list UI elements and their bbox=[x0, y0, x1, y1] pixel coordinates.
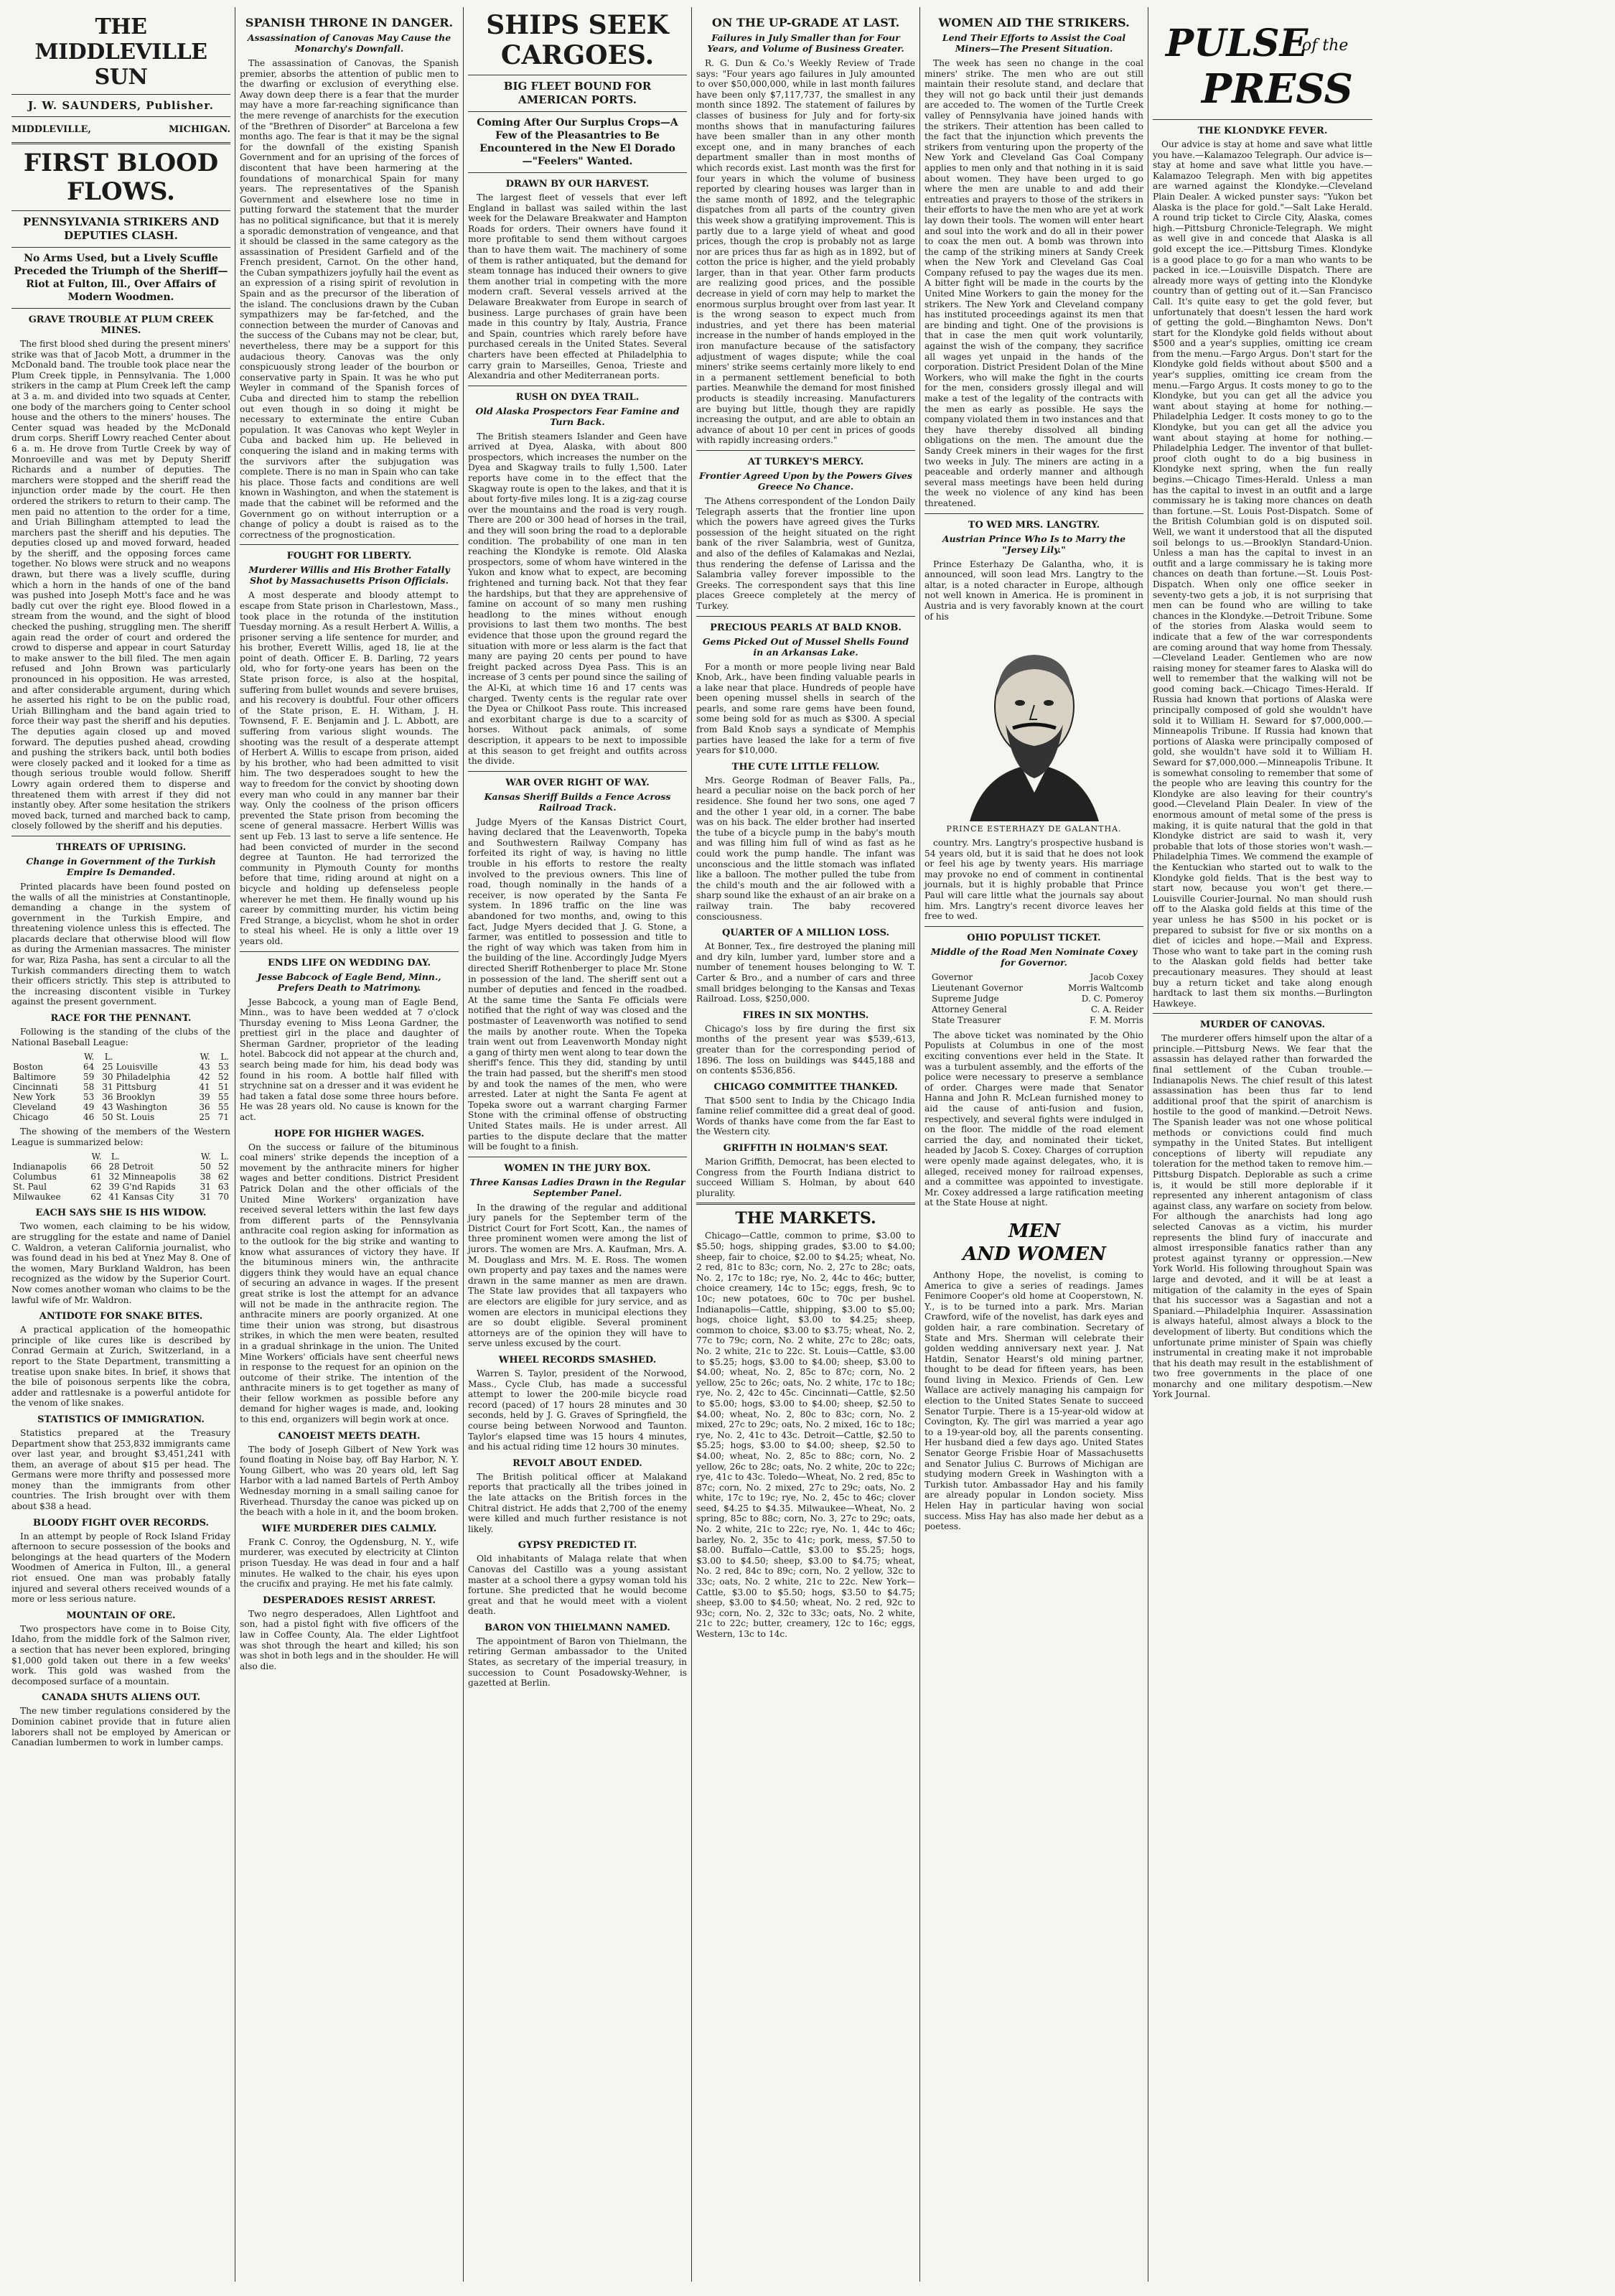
subheading: Frontier Agreed Upon by the Powers Gives Greece No Chance. bbox=[699, 470, 912, 492]
article-paragraph: Chicago's loss by fire during the first six months of the present year was $539,-613, greater than for the corresponding period of 1896. The loss on buildings was $445,188 and on contents $536,856. bbox=[696, 1023, 915, 1076]
table-cell: 50 bbox=[200, 1162, 211, 1172]
table-header-cell: W. bbox=[200, 1152, 211, 1162]
table-cell: 31 bbox=[102, 1082, 113, 1093]
table-header-cell: W. bbox=[84, 1052, 95, 1063]
logo-word-of-the: of the bbox=[1302, 37, 1349, 55]
table-cell: 49 bbox=[83, 1102, 95, 1113]
ticket-list bbox=[932, 972, 1143, 1026]
table-cell: 62 bbox=[217, 1172, 229, 1182]
national-league-standings bbox=[11, 1052, 230, 1122]
table-row bbox=[11, 1112, 230, 1122]
table-cell: 25 bbox=[102, 1062, 113, 1073]
section-heading: REVOLT ABOUT ENDED. bbox=[512, 1457, 642, 1469]
table-row bbox=[11, 1172, 230, 1182]
section-heading: MOUNTAIN OF ORE. bbox=[66, 1610, 176, 1621]
section-heading: BLOODY FIGHT OVER RECORDS. bbox=[32, 1517, 210, 1529]
table-cell: 53 bbox=[83, 1092, 95, 1103]
section-heading: GRIFFITH IN HOLMAN'S SEAT. bbox=[723, 1143, 889, 1154]
section-heading: WOMEN IN THE JURY BOX. bbox=[504, 1162, 651, 1174]
article-paragraph: Marion Griffith, Democrat, has been elected to Congress from the Fourth Indiana district to succeed William S. Holman, by about 640 plurality. bbox=[696, 1157, 915, 1198]
table-cell: 43 bbox=[199, 1062, 210, 1073]
table-cell: 55 bbox=[217, 1092, 229, 1103]
section-heading: CANADA SHUTS ALIENS OUT. bbox=[41, 1692, 201, 1704]
ticket-candidate: Jacob Coxey bbox=[1090, 971, 1143, 982]
ticket-office: State Treasurer bbox=[932, 1014, 1001, 1025]
section-heading: OHIO POPULIST TICKET. bbox=[967, 932, 1101, 943]
table-row bbox=[11, 1102, 230, 1112]
dateline bbox=[11, 121, 230, 138]
table-cell: G'nd Rapids bbox=[122, 1182, 176, 1193]
section-heading: WIFE MURDERER DIES CALMLY. bbox=[261, 1523, 437, 1534]
markets-report: Chicago—Cattle, common to prime, $3.00 to $5.50; hogs, shipping grades, $3.00 to $4.00; sheep, fair to choice, $2.00 to $4.25; wheat, No. 2 red, 81c to 83c; corn, No. 2, 27c to 28c; oats, No. 2, 17c to 18c; rye, No. 2, 44c to 46c; butter, choice creamery, 14c to 15c; eggs, fresh, 9c to 10c; new potatoes, 60c to 70c per bushel. Indianapolis—Cattle, shipping, $3.00 to $5.00; hogs, choice light, $3.00 to $4.25; sheep, common to choice, $3.00 to $3.75; wheat, No. 2, 77c to 79c; corn, No. 2 white, 27c to 28c; oats, No. 2 white, 21c to 22c. St. Louis—Cattle, $3.00 to $5.25; hogs, $3.00 to $4.00; sheep, $3.00 to $4.00; wheat, No. 2, 85c to 87c; corn, No. 2 yellow, 25c to 26c; oats, No. 2 white, 17c to 18c; rye, No. 2, 42c to 45c. Cincinnati—Cattle, $2.50 to $5.00; hogs, $3.00 to $4.00; sheep, $2.50 to $4.00; wheat, No. 2, 80c to 83c; corn, No. 2 mixed, 27c to 29c; oats, No. 2 mixed, 16c to 18c; rye, No. 2, 41c to 43c. Detroit—Cattle, $2.50 to $5.25; hogs, $3.00 to $4.00; sheep, $2.50 to $4.00; wheat, No. 2, 85c to 88c; corn, No. 2 yellow, 26c to 28c; oats, No. 2 white, 20c to 22c; rye, 41c to 43c. Toledo—Wheat, No. 2 red, 85c to 87c; corn, No. 2 mixed, 27c to 29c; oats, No. 2 white, 17c to 19c; rye, No. 2, 45c to 46c; clover seed, $4.25 to $4.35. Milwaukee—Wheat, No. 2 spring, 85c to 88c; corn, No. 3, 27c to 29c; oats, No. 2 white, 21c to 22c; rye, No. 1, 44c to 46c; barley, No. 2, 35c to 41c; pork, mess, $7.50 to $8.00. Buffalo—Cattle, $3.00 to $5.25; hogs, $3.00 to $4.50; sheep, $3.00 to $4.75; wheat, No. 2 red, 84c to 89c; corn, No. 2 yellow, 32c to 33c; oats, No. 2 white, 21c to 22c. New York—Cattle, $3.00 to $5.50; hogs, $3.50 to $4.75; sheep, $3.00 to $4.50; wheat, No. 2 red, 92c to 93c; corn, No. 2, 32c to 33c; oats, No. 2 white, 21c to 22c; butter, creamery, 12c to 16c; eggs, Western, 13c to 14c. bbox=[696, 1231, 915, 1639]
headline-spanish-throne: SPANISH THRONE IN DANGER. bbox=[245, 16, 454, 29]
article-paragraph: That $500 sent to India by the Chicago India famine relief committee did a great deal of good. Words of thanks have come from the far East to the Western city. bbox=[696, 1095, 915, 1137]
article-paragraph: Statistics prepared at the Treasury Department show that 253,832 immigrants came over last year, and brought $3,451,241 with them, an average of about $15 per head. The Germans were more thrifty and possessed more money than the immigrants from other countries. The Irish brought over with them about $38 a head. bbox=[11, 1427, 230, 1512]
ticket-row bbox=[932, 1015, 1143, 1026]
table-cell: 52 bbox=[217, 1072, 229, 1083]
table-cell: 25 bbox=[199, 1112, 210, 1123]
subheading: Kansas Sheriff Builds a Fence Across Railroad Track. bbox=[484, 790, 671, 813]
table-cell: 39 bbox=[108, 1182, 120, 1193]
ticket-office: Governor bbox=[932, 971, 973, 982]
subdeck-first-blood: No Arms Used, but a Lively Scuffle Preceded the Triumph of the Sheriff—Riot at Fulton, Ill., Over Affairs of Modern Woodmen. bbox=[14, 253, 228, 303]
article-paragraph: Two women, each claiming to be his widow, are struggling for the estate and name of Daniel C. Waldron, a veteran California journalist, who was found dead in his bed at Ynez May 8. One of the women, Mary Burkland Waldron, has been recognized as the widow by the Superior Court. Now comes another woman who claims to be the lawful wife of Mr. Waldron. bbox=[11, 1221, 230, 1305]
ticket-candidate: D. C. Pomeroy bbox=[1081, 993, 1143, 1004]
ticket-row bbox=[932, 972, 1143, 983]
article-paragraph: country. Mrs. Langtry's prospective husband is 54 years old, but it is said that he does not look or feel his age by twenty years. His marriage may provoke no end of comment in continental journals, but it is highly probable that Prince Paul will care little what the journals say about him. Mrs. Langtry's recent divorce leaves her free to wed. bbox=[924, 838, 1143, 922]
section-heading: ENDS LIFE ON WEDDING DAY. bbox=[267, 957, 431, 969]
subheading: Austrian Prince Who Is to Marry the "Jersey Lily." bbox=[942, 533, 1126, 555]
table-cell: 31 bbox=[200, 1192, 211, 1203]
subheading: Change in Government of the Turkish Empire Is Demanded. bbox=[26, 855, 216, 877]
section-heading: CANOEIST MEETS DEATH. bbox=[278, 1430, 421, 1442]
table-cell: New York bbox=[13, 1092, 55, 1103]
pulse-of-the-press-logo bbox=[1158, 13, 1367, 113]
section-heading: GRAVE TROUBLE AT PLUM CREEK MINES. bbox=[28, 314, 214, 336]
table-cell: 41 bbox=[108, 1192, 120, 1203]
subheading: Three Kansas Ladies Drawn in the Regular September Panel. bbox=[469, 1176, 685, 1198]
table-row bbox=[11, 1182, 230, 1192]
section-heading: ANTIDOTE FOR SNAKE BITES. bbox=[39, 1311, 203, 1322]
article-paragraph: Anthony Hope, the novelist, is coming to America to give a series of readings. James Fenimore Cooper's old home at Cooperstown, N. Y., is to be turned into a park. Mrs. Marian Crawford, wife of the novelist, has dark eyes and golden hair, a rare combination. Secretary of State and Mrs. Sherman will celebrate their golden wedding anniversary next year. J. Nat Hatdin, Senator Hearst's old mining partner, thought to be dead for fifteen years, has been found living in Mexico. Friends of Gen. Lew Wallace are actively managing his campaign for election to the United States Senate to succeed Senator Turpie. There is a 15-year-old widow at Covington, Ky. The girl was married a year ago to a 19-year-old boy, all the parents consenting. Her husband died a few days ago. United States Senator George Frisbie Hoar of Massachusetts and Senator Julius C. Burrows of Michigan are studying modern Greek in Washington with a Turkish tutor. Ambassador Hay and his family are already popular in London society. Miss Helen Hay in particular having won social success. Miss Hay has also made her debut as a poetess. bbox=[924, 1269, 1143, 1532]
deck-ships: BIG FLEET BOUND FOR AMERICAN PORTS. bbox=[503, 80, 652, 106]
table-header-cell: W. bbox=[200, 1052, 210, 1063]
table-cell: Brooklyn bbox=[116, 1092, 156, 1103]
table-cell: Cleveland bbox=[13, 1102, 57, 1113]
subheading: Jesse Babcock of Eagle Bend, Minn., Prefers Death to Matrimony. bbox=[257, 971, 441, 993]
article-paragraph: The British political officer at Malakand reports that practically all the tribes joined in the late attacks on the British forces in the Chitral district. He adds that 2,700 of the enemy were killed and much further resistance is not likely. bbox=[468, 1471, 687, 1534]
table-cell: 46 bbox=[83, 1112, 95, 1123]
ticket-office: Supreme Judge bbox=[932, 993, 999, 1004]
table-cell: Cincinnati bbox=[13, 1082, 58, 1093]
section-heading: TO WED MRS. LANGTRY. bbox=[968, 519, 1100, 531]
table-row bbox=[11, 1072, 230, 1082]
table-row bbox=[11, 1162, 230, 1172]
publisher-line: J. W. SAUNDERS, Publisher. bbox=[28, 99, 214, 112]
table-cell: Milwaukee bbox=[13, 1192, 61, 1203]
article-paragraph: The above ticket was nominated by the Ohio Populists at Columbus in one of the most exciting conventions ever held in the State. It was a turbulent assembly, and the efforts of the police were necessary to preserve a semblance of order. Charges were made that Senator Hanna and John R. McLean furnished money to aid the cause of anti-fusion and fusion, respectively, and several fights were indulged in on the floor. The middle of the road element carried the day, and nominated their ticket, headed by Jacob S. Coxey. Charges of corruption were openly made against delegates, who, it is alleged, received money for railroad expenses, and a committee was appointed to investigate. Mr. Coxey addressed a large ratification meeting at the State House at night. bbox=[924, 1030, 1143, 1208]
section-heading: MURDER OF CANOVAS. bbox=[1199, 1019, 1326, 1031]
table-row bbox=[11, 1192, 230, 1202]
logo-word-pulse: PULSE bbox=[1166, 22, 1309, 65]
article-paragraph: Old inhabitants of Malaga relate that when Canovas del Castillo was a young assistant master at a school there a gypsy woman told his fortune. She predicted that he would become great and that he would meet with a violent death. bbox=[468, 1554, 687, 1617]
table-row bbox=[11, 1062, 230, 1072]
section-heading: RUSH ON DYEA TRAIL. bbox=[515, 391, 640, 403]
subheading: Lend Their Efforts to Assist the Coal Miners—The Present Situation. bbox=[942, 32, 1126, 54]
article-paragraph: The appointment of Baron von Thielmann, the retiring German ambassador to the United States, as secretary of the imperial treasury, in succession to Count Posadowsky-Wehner, is gazetted at Berlin. bbox=[468, 1635, 687, 1689]
subheading: Murderer Willis and His Brother Fatally Shot by Massachusetts Prison Officials. bbox=[248, 564, 450, 587]
section-heading: AT TURKEY'S MERCY. bbox=[747, 456, 864, 467]
headline-up-grade: ON THE UP-GRADE AT LAST. bbox=[711, 16, 900, 29]
table-cell: 64 bbox=[83, 1062, 95, 1073]
table-cell: Columbus bbox=[13, 1172, 57, 1182]
ticket-row bbox=[932, 994, 1143, 1004]
table-row bbox=[11, 1082, 230, 1092]
section-heading: FOUGHT FOR LIBERTY. bbox=[286, 551, 412, 562]
table-cell: 51 bbox=[217, 1082, 229, 1093]
column-4 bbox=[692, 7, 920, 2282]
table-header-cell: L. bbox=[220, 1152, 229, 1162]
table-cell: 39 bbox=[199, 1092, 210, 1103]
subheading: Old Alaska Prospectors Fear Famine and Turn Back. bbox=[475, 405, 680, 427]
ticket-candidate: Morris Waltcomb bbox=[1068, 982, 1143, 993]
column-5 bbox=[920, 7, 1148, 2282]
table-cell: 71 bbox=[217, 1112, 229, 1123]
table-header-cell bbox=[11, 1052, 77, 1062]
article-paragraph: The murderer offers himself upon the altar of a principle.—Pittsburg News. We fear that the assassin has delayed rather than forwarded the final settlement of the Cuban trouble.—Indianapolis News. The chief result of this latest assassination has been thus far to lend additional proof that the spirit of anarchism is hostile to the good of mankind.—Detroit News. The Spanish leader was not one whose political methods or convictions could find much sympathy in the United States. But intelligent conceptions of liberty will repudiate any toleration for the method taken to remove him.—Pittsburg Dispatch. Deplorable as such a crime is, it would be still more deplorable if it represented any inherent antagonism of class against class, any warfare on society from below. For although the anarchists had long ago selected Canovas as a victim, his murder represents the blind fury of inaccurate and almost irresponsible fanatics rather than any protest against tyranny or oppression.—New York World. His following throughout Spain was large and devoted, and it will be at least a mitigation of the calamity in the eyes of Spain that his successor was a Sagastian and not a Spaniard.—Philadelphia Inquirer. Assassination is always hateful, almost always a block to the development of liberty. But conditions which the unfortunate prime minister of Spain was chiefly instrumental in creating make it not improbable that his death may result in the establishment of two free governments in the place of one monarchy and one military despotism.—New York Journal. bbox=[1153, 1033, 1372, 1400]
table-cell: 59 bbox=[83, 1072, 95, 1083]
article-paragraph: For a month or more people living near Bald Knob, Ark., have been finding valuable pearls in a lake near that place. Hundreds of people have been opening mussel shells in search of the pearls, and some rare gems have been found, some being sold for as much as $300. A special from Bald Knob says a syndicate of Memphis parties have leased the lake for a term of five years for $10,000. bbox=[696, 661, 915, 756]
table-cell: 30 bbox=[102, 1072, 113, 1083]
men-and-women-logo bbox=[955, 1214, 1113, 1264]
table-cell: 36 bbox=[199, 1102, 210, 1113]
table-cell: 61 bbox=[90, 1172, 102, 1182]
section-heading: STATISTICS OF IMMIGRATION. bbox=[37, 1414, 205, 1425]
section-heading: THREATS OF UPRISING. bbox=[55, 841, 187, 853]
table-cell: 70 bbox=[217, 1192, 229, 1203]
ticket-candidate: F. M. Morris bbox=[1090, 1014, 1143, 1025]
article-paragraph: Our advice is stay at home and save what little you have.—Kalamazoo Telegraph. Our advice is—stay at home and save what little you have.—Kalamazoo Telegraph. Men with big appetites are warned against the Klondyke.—Cleveland Plain Dealer. A wicked punster says: "Yukon bet Alaska is the place for gold."—Salt Lake Herald. A round trip ticket to Circle City, Alaska, comes high.—Pittsburg Chronicle-Telegraph. We might as well give in and concede that Alaska is all gold except the ice.—Pittsburg Times. Klondyke is a good place to go for a man who wants to be packed in ice.—Louisville Dispatch. There are already more ways of getting into the Klondyke country than of getting out of it.—San Francisco Call. It's quite easy to get the gold fever, but unfortunately that doesn't lessen the hard work of getting the gold.—Binghamton News. Don't start for the Klondyke gold fields without about $500 and a year's supplies, omitting ice cream from the menu.—Fargo Argus. Don't start for the Klondyke gold fields without about $500 and a year's supplies, omitting ice cream from the menu.—Fargo Argus. It costs money to go to the Klondyke, but you can get all the advice you want about staying at home for nothing.—Philadelphia Ledger. It costs money to go to the Klondyke, but you can get all the advice you want about staying at home for nothing.—Philadelphia Ledger. The inventor of that bullet-proof cloth ought to do a big business in Klondyke next spring, when the fun really begins.—Chicago Times-Herald. Unless a man has the capital to invest in an outfit and a large commissary he is taking more chances on death than fortune.—St. Louis Post-Dispatch. Some of the British Columbian gold is on disputed soil. Well, we want it understood that all the disputed soil belongs to us.—Brooklyn Standard-Union. Unless a man has the capital to invest in an outfit and a large commissary he is taking more chances on death than fortune.—St. Louis Post-Dispatch. When only one office seeker in seventy-two gets a job, it is not surprising that men can be found who are willing to take chances in the Klondyke.—Detroit Tribune. Some of the stories from Alaska would seem to indicate that a few of the war correspondents are coming around that way home from Thessaly.—Cleveland Leader. Gentlemen who are now raising money for steamer fares to Alaska will do well to remember that the walking will not be good coming back.—Chicago Times-Herald. If Russia had known that portions of Alaska were principally composed of gold she wouldn't have sold it to William H. Seward for $7,000,000.—Minneapolis Tribune. If Russia had known that portions of Alaska were principally composed of gold, she wouldn't have sold it to William H. Seward for $7,000,000.—Minneapolis Tribune. It is somewhat consoling to remember that some of the people who are leaving this country for the Klondyke are also leaving for their country's good.—Cleveland Plain Dealer. In view of the enormous amount of metal some of the press is making, it is quite natural that the gold in that Klondyke district are said to wash it, very probable that lots of those stories won't wash.—Philadelphia Times. We commend the example of the Kentuckian who started out to walk to the Klondyke gold fields. That is the best way to start now, because you won't get there.—Louisville Courier-Journal. No man should rush off to the Alaska gold fields at this time of the year unless he has $500 in his pocket or is prepared to subsist for five or six months on a diet of icicles and hope.—Mail and Express. Those who want to take part in the coming rush to the Alaskan gold fields had better take precautionary measures. They should at least buy a return ticket and take along enough hardtack to last them six months.—Burlington Hawkeye. bbox=[1153, 139, 1372, 1009]
article-paragraph: A most desperate and bloody attempt to escape from State prison in Charlestown, Mass., took place in the rotunda of the institution Tuesday morning. As a result Herbert A. Willis, a prisoner serving a life sentence for murder, and his brother, Everett Willis, aged 18, lie at the point of death. Officer E. B. Darling, 72 years old, who for forty-one years has been on the State prison force, is also at the hospital, suffering from bullet wounds and severe bruises, and his recovery is doubtful. Four other officers of the State prison, E. H. Witham, J. H. Townsend, F. E. Benjamin and J. L. Abbott, are suffering from various slight wounds. The shooting was the result of a desperate attempt of Herbert A. Willis to escape from prison, aided by his brother, who had been admitted to visit him. The two desperadoes sought to hew the way to freedom for the convict by shooting down every man who could in any manner bar their way. Only the coolness of the prison officers prevented the State prison from becoming the scene of general massacre. Herbert Willis was sent up Feb. 13 last to serve a life sentence. He had been convicted of murder in the second degree at Taunton. He had terrorized the community in Plymouth County for months before that time, riding around at night on a bicycle and holding up defenseless people wherever he met them. He finally wound up his career by committing murder, his victim being Fred Strange, a bicyclist, whom he shot in order to steal his wheel. He is only a little over 19 years old. bbox=[240, 590, 459, 946]
table-cell: Detroit bbox=[122, 1162, 154, 1172]
table-cell: Indianapolis bbox=[13, 1162, 67, 1172]
deck-first-blood: PENNSYLVANIA STRIKERS AND DEPUTIES CLASH. bbox=[23, 215, 219, 242]
article-paragraph: The assassination of Canovas, the Spanish premier, absorbs the attention of public men to the dwarfing or exclusion of everything else. Away down deep there is a fear that the murder may have a more far-reaching significance than the mere revenge of anarchists for the execution of the "Brethren of Disorder" at Barcelona a few months ago. The fear is that it may be the signal for the downfall of the existing Spanish Government and for an uprising of the forces of discontent that have been harmering at the foundations of monarchical Spain for many years. The representatives of the Spanish Government and elsewhere lose no time in putting forward the statement that the murder has no political significance, but that it is merely a sporadic demonstration of vengeance, and that it should be classed in the same category as the assassination of President Garfield and of the French president, Carnot. On the other hand, the Cuban sympathizers joyfully hail the event as an expression of a rising spirit of revolution in Spain and as the precursor of the liberation of the island. The conclusions drawn by the Cuban sympathizers may be far-fetched, and the connection between the murder of Canovas and the success of the Cubans may not be clear, but, nevertheless, there may be a support for this audacious theory. Canovas was the only conspicuously strong leader of the bourbon or conservative party in Spain. It was he who put Weyler in command of the Spanish forces of Cuba and directed him to stamp the rebellion out even though in so doing it might be necessary to exterminate the entire Cuban population. It was Canovas who kept Weyler in Cuba and backed him up. He believed in conquering the island and in making terms with the survivors after the subjugation was complete. There is no man in Spain who can take his place. Those facts and conditions are well known in Washington, and when the statement is made that the cabinet will be reformed and the Government go on without interruption or a change of policy a doubt is raised as to the correctness of the prognostication. bbox=[240, 58, 459, 540]
table-cell: 28 bbox=[108, 1162, 120, 1172]
table-header-cell: W. bbox=[91, 1152, 102, 1162]
ticket-row bbox=[932, 983, 1143, 994]
newspaper-page bbox=[7, 7, 1608, 2282]
table-cell: 32 bbox=[108, 1172, 120, 1182]
ticket-office: Attorney General bbox=[932, 1004, 1007, 1014]
article-paragraph: The largest fleet of vessels that ever left England in ballast was sailed within the last week for the Delaware Breakwater and Hampton Roads for orders. Their owners have found it more profitable to send them without cargoes than to have them wait. The machinery of some of them is rather antiquated, but the demand for steam tonnage has induced their owners to give them another trial in competing with the more modern craft. Several vessels arrived at the Delaware Breakwater from Europe in search of business. Large purchases of grain have been made in this country by Italy, Austria, France and Spain, countries which rarely before have purchased cereals in the United States. Several charters have been effected at Philadelphia to carry grain to Marseilles, Genoa, Trieste and Alexandria and other Mediterranean ports. bbox=[468, 192, 687, 381]
svg-text:MEN: MEN bbox=[1008, 1220, 1060, 1242]
table-cell: Louisville bbox=[116, 1062, 158, 1073]
ticket-office: Lieutenant Governor bbox=[932, 982, 1023, 993]
western-league-header-row bbox=[11, 1152, 230, 1162]
table-cell: Minneapolis bbox=[122, 1172, 177, 1182]
table-header-cell: L. bbox=[111, 1152, 120, 1162]
section-heading: HOPE FOR HIGHER WAGES. bbox=[273, 1128, 424, 1139]
table-cell: 36 bbox=[102, 1092, 113, 1103]
table-cell: St. Paul bbox=[13, 1182, 47, 1193]
table-header-cell bbox=[11, 1152, 85, 1162]
table-cell: 52 bbox=[217, 1162, 229, 1172]
table-cell: 58 bbox=[83, 1082, 95, 1093]
article-paragraph: Prince Esterhazy De Galantha, who, it is announced, will soon lead Mrs. Langtry to the altar, is a noted character in Europe, although not well known in America. He is prominent in Austria and is very favorably known at the court of his bbox=[924, 559, 1143, 622]
article-paragraph: Two prospectors have come in to Boise City, Idaho, from the middle fork of the Salmon river, a section that has never been explored, bringing $1,000 gold taken out there in a few weeks' work. This gold was washed from the decomposed surface of a mountain. bbox=[11, 1623, 230, 1686]
subheading: Gems Picked Out of Mussel Shells Found in an Arkansas Lake. bbox=[702, 635, 909, 658]
section-heading: WAR OVER RIGHT OF WAY. bbox=[505, 777, 650, 788]
headline-women-aid: WOMEN AID THE STRIKERS. bbox=[938, 16, 1130, 29]
table-header-cell: L. bbox=[220, 1052, 229, 1063]
table-cell: 55 bbox=[217, 1102, 229, 1113]
article-paragraph: Two negro desperadoes, Allen Lightfoot and son, had a pistol fight with five officers of the law in Coffee County, Ala. The elder Lightfoot was shot through the heart and killed; his son was shot in both legs and in the shoulder. He will also die. bbox=[240, 1608, 459, 1671]
subheading: Failures in July Smaller than for Four Years, and Volume of Business Greater. bbox=[707, 32, 904, 54]
svg-text:AND WOMEN: AND WOMEN bbox=[962, 1243, 1106, 1264]
masthead-title: THE MIDDLEVILLE SUN bbox=[34, 14, 207, 90]
section-heading: WHEEL RECORDS SMASHED. bbox=[498, 1355, 657, 1366]
article-paragraph: The British steamers Islander and Geen have arrived at Dyea, Alaska, with about 800 prospectors, which increases the number on the Dyea and Skagway trails to fully 1,500. Later reports have come in to the effect that the Skagway route is open to the lakes, and that it is about forty-five miles long. It is a zig-zag course over the mountains and the road is very rough. There are 200 or 300 head of horses in the trail, and they will soon bring the road to a deplorable condition. The probability of one man in ten reaching the Klondyke is remote. Old Alaska prospectors, some of whom have wintered in the Yukon and know what to expect, are becoming frightened and turning back. Not that they fear the hardships, but that they are apprehensive of famine on account of so many men rushing headlong to the mines without enough provisions to last them two months. The best evidence that those upon the ground regard the situation with more or less alarm is the fact that many are paying 20 cents per pound to have freight packed across Dyea Pass. This is an increase of 3 cents per pound since the sailing of the Al-Ki, at which time 16 and 17 cents was charged. Twenty cents is the regular rate over the Dyea or Chilkoot Pass route. This increased and exorbitant charge is due to a scarcity of horses. Without pack animals, of some description, it appears to be next to impossible at this season to get freight and outfits across the divide. bbox=[468, 431, 687, 767]
article-paragraph: The body of Joseph Gilbert of New York was found floating in Noise bay, off Bay Harbor, N. Y. Young Gilbert, who was 20 years old, left Sag Harbor with a lad named Bartels of Perth Amboy Wednesday morning in a small sailing canoe for Riverhead. Thursday the canoe was picked up on the beach with a hole in it, and the boom broken. bbox=[240, 1444, 459, 1518]
section-heading: EACH SAYS SHE IS HIS WIDOW. bbox=[35, 1208, 207, 1219]
ticket-row bbox=[932, 1004, 1143, 1015]
article-paragraph: Frank C. Conroy, the Ogdensburg, N. Y., wife murderer, was executed by electricity at Clinton prison Tuesday. He was dead in four and a half minutes. He walked to the chair, his eyes upon the crucifix and praying. He met his fate calmly. bbox=[240, 1536, 459, 1590]
table-cell: 42 bbox=[199, 1072, 210, 1083]
portrait-engraving bbox=[941, 627, 1128, 821]
national-league-header-row bbox=[11, 1052, 230, 1062]
article-paragraph: Jesse Babcock, a young man of Eagle Bend, Minn., was to have been wedded at 7 o'clock Thursday evening to Miss Leona Gardner, the prettiest girl in the place and daughter of Sherman Gardner, proprietor of the leading hotel. Babcock did not appear at the church and, search being made for him, his dead body was found in his room. A bottle half filled with strychnine sat on a dresser and it was evident he had taken a fatal dose some three hours before. He was 28 years old. No cause is known for the act. bbox=[240, 997, 459, 1123]
column-3 bbox=[464, 7, 692, 2282]
column-2 bbox=[235, 7, 464, 2282]
logo-word-press: PRESS bbox=[1202, 65, 1353, 113]
table-cell: Chicago bbox=[13, 1112, 49, 1123]
section-heading: DRAWN BY OUR HARVEST. bbox=[505, 179, 650, 190]
headline-ships-seek-cargoes: SHIPS SEEK CARGOES. bbox=[486, 10, 669, 70]
subheading: Middle of the Road Men Nominate Coxey for Governor. bbox=[930, 946, 1138, 968]
table-cell: 41 bbox=[199, 1082, 210, 1093]
article-paragraph: The new timber regulations considered by the Dominion cabinet provide that in future alien laborers shall not be employed by American or Canadian lumbermen to work in lumber camps. bbox=[11, 1706, 230, 1748]
table-cell: 50 bbox=[102, 1112, 113, 1123]
article-paragraph: Mrs. George Rodman of Beaver Falls, Pa., heard a peculiar noise on the back porch of her residence. She found her two sons, one aged 7 and the other 1 year old, in a corner. The babe was on his back. The elder brother had inserted the tube of a bicycle pump in the baby's mouth and was filling him full of wind as fast as he could work the pump handle. The infant was unconscious and the little stomach was inflated like a balloon. The mother pulled the tube from the child's mouth and the air followed with a sharp sound like the exhaust of an air brake on a railway train. The baby recovered consciousness. bbox=[696, 775, 915, 922]
table-cell: Boston bbox=[13, 1062, 43, 1073]
table-header-cell bbox=[121, 1152, 195, 1162]
section-heading: DESPERADOES RESIST ARREST. bbox=[263, 1595, 436, 1606]
section-heading: GYPSY PREDICTED IT. bbox=[518, 1540, 637, 1551]
table-cell: 63 bbox=[217, 1182, 229, 1193]
article-paragraph: Following is the standing of the clubs of the National Baseball League: bbox=[11, 1027, 230, 1047]
subdeck-ships: Coming After Our Surplus Crops—A Few of the Pleasantries to Be Encountered in the New El Dorado—"Feelers" Wanted. bbox=[477, 117, 678, 167]
markets-heading: THE MARKETS. bbox=[735, 1209, 876, 1228]
subheading: Assassination of Canovas May Cause the Monarchy's Downfall. bbox=[247, 32, 451, 54]
article-paragraph: The showing of the members of the Western League is summarized below: bbox=[11, 1126, 230, 1147]
table-cell: Philadelphia bbox=[116, 1072, 171, 1083]
place-right: MICHIGAN. bbox=[169, 124, 230, 135]
table-cell: Pittsburg bbox=[116, 1082, 157, 1093]
place-left: MIDDLEVILLE, bbox=[11, 124, 91, 135]
table-header-cell bbox=[115, 1052, 193, 1062]
table-cell: St. Louis bbox=[116, 1112, 155, 1123]
article-paragraph: A practical application of the homeopathic principle of like cures like is described by Conrad Germain at Zurich, Switzerland, in a report to the State Department, transmitting a treatise upon snake bites. In brief, it shows that the bile of poisonous serpents like the cobra, adder and rattlesnake is a powerful antidote for the venom of like snakes. bbox=[11, 1325, 230, 1409]
table-cell: 53 bbox=[217, 1062, 229, 1073]
table-cell: 38 bbox=[200, 1172, 211, 1182]
table-cell: 62 bbox=[90, 1182, 102, 1193]
column-6 bbox=[1148, 7, 1377, 2282]
section-heading: BARON VON THIELMANN NAMED. bbox=[484, 1622, 670, 1633]
section-heading: THE CUTE LITTLE FELLOW. bbox=[731, 761, 880, 773]
section-heading: FIRES IN SIX MONTHS. bbox=[742, 1009, 869, 1021]
article-paragraph: R. G. Dun & Co.'s Weekly Review of Trade says: "Four years ago failures in July amounted to over $50,000,000, while in last month failures have been only $7,117,737, the smallest in any month since 1892. The statement of failures by classes of business for July and for forty-six months shows that in manufacturing failures have been smaller than in any other month except one, and in many branches of each department smaller than in most months of which records exist. Last month was the first for four years in which the volume of business reported by clearing houses was larger than in the same month of 1892, and the telegraphic dispatches from all parts of the country given this week show a gratifying improvement. This is partly due to a large yield of wheat and good prices, though the crop is probably not as large nor are prices thus far as high as in 1892, but of cotton the price is higher, and the yield probably larger, than in that year. Other farm products are realizing good prices, and the possible decrease in yield of corn may help to market the enormous surplus brought over from last year. It is the wrong season to expect much from industries, and yet there has been material increase in the number of hands employed in the iron manufacture because of the satisfactory adjustment of wages dispute; while the coal miners' strike seems certainly more likely to end in a permanent settlement beneficial to both parties. Meanwhile the demand for most finished products is steadily increasing. Manufacturers are buying but little, though they are rapidly increasing the output, and are able to obtain an advance of about 10 per cent in prices of goods with rapidly increasing orders." bbox=[696, 58, 915, 446]
table-cell: Kansas City bbox=[122, 1192, 174, 1203]
table-row bbox=[11, 1092, 230, 1102]
portrait-caption: PRINCE ESTERHAZY DE GALANTHA. bbox=[946, 824, 1122, 834]
table-cell: 66 bbox=[90, 1162, 102, 1172]
western-league-standings bbox=[11, 1152, 230, 1202]
table-cell: Baltimore bbox=[13, 1072, 56, 1083]
column-1 bbox=[7, 7, 235, 2282]
table-header-cell: L. bbox=[104, 1052, 113, 1063]
article-paragraph: The Athens correspondent of the London Daily Telegraph asserts that the frontier line upon which the powers have agreed gives the Turks possession of the height situated on the right bank of the river Salambria, west of Gunitza, and also of the defiles of Kalamakas and Nezlai, thus rendering the defense of Larissa and the Salambria valley forever impossible to the Greeks. The correspondent says that this line places Greece completely at the mercy of Turkey. bbox=[696, 495, 915, 611]
section-heading: RACE FOR THE PENNANT. bbox=[50, 1013, 192, 1025]
article-paragraph: The week has seen no change in the coal miners' strike. The men who are out still maintain their resolute stand, and declare that they will not go back until their just demands are acceded to. The women of the Turtle Creek valley of Pennsylvania have joined hands with the strikers. Their attention has been called to the fact that the injunction which prevents the strikers from venturing upon the property of the New York and Cleveland Gas Coal Company applies to men only and that nothing in it is said about women. They have been urged to go where the men are unable to and add their entreaties and prayers to those of the strikers in their efforts to have the men who are yet at work lay down their tools. The women will enter heart and soul into the work and do all in their power to coax the men out. A bomb was thrown into the camp of the striking miners at Sandy Creek when the New York and Cleveland Gas Coal Company refused to pay the wages due its men. A bitter fight will be made in the courts by the United Mine Workers to gain the money for the strikers. The New York and Cleveland company has instituted proceedings against its men that are binding and tight. One of the provisions is that in case the men quit work voluntarily, against the wish of the company, they sacrifice all wages yet unpaid in the hands of the corporation. District President Dolan of the Mine Workers, who will make the fight in the courts for the men, considers grossly illegal and will make a test of the legality of the contracts with the men as early as possible. He says the company violated them in two instances and that they have thereby dissolved all binding obligations on the men. The amount due the Sandy Creek miners in their wages for the first two weeks in July. The miners are acting in a peaceable and orderly manner and although several mass meetings have been held during the week no violence of any kind has been threatened. bbox=[924, 58, 1143, 508]
table-cell: 31 bbox=[200, 1182, 211, 1193]
section-heading: QUARTER OF A MILLION LOSS. bbox=[721, 928, 890, 939]
ticket-candidate: C. A. Reider bbox=[1090, 1004, 1143, 1014]
article-paragraph: On the success or failure of the bituminous coal miners' strike depends the inception of a movement by the anthracite miners for higher wages and better conditions. District President Patrick Dolan and the other officials of the United Mine Workers' organization have received several letters within the last few days from different parts of the Pennsylvania anthracite coal region asking for information as to the outlook for the big strike and wanting to know what assurances of victory they have. If the bituminous miners win, the anthracite diggers think they would have an equal chance of securing an advance in wages. If the present great strike is lost the attempt for an advance will not be made in the anthracite region. The anthracite miners are poorly organized. At one time their union was strong, but disastrous strikes, in which the men were beaten, resulted in a gradual shrinkage in the union. The United Mine Workers' officials have sent cheerful news in response to the request for an opinion on the outcome of their strike. The intention of the anthracite miners is to get together as many of their fellow workmen as possible before any demand for higher wages is made, and, looking to this end, organizers will begin work at once. bbox=[240, 1142, 459, 1425]
article-paragraph: In an attempt by people of Rock Island Friday afternoon to secure possession of the books and belongings at the head quarters of the Modern Woodmen of America in Fulton, Ill., a general riot ensued. One man was probably fatally injured and several others received wounds of a more or less serious nature. bbox=[11, 1531, 230, 1605]
headline-first-blood: FIRST BLOOD FLOWS. bbox=[23, 149, 219, 206]
table-cell: 43 bbox=[102, 1102, 113, 1113]
section-heading: PRECIOUS PEARLS AT BALD KNOB. bbox=[710, 622, 902, 633]
article-paragraph: Judge Myers of the Kansas District Court, having declared that the Leavenworth, Topeka and Southwestern Railway Company has forfeited its right of way, is having no little trouble in his efforts to restore the realty involved to the previous owners. This line of road, though nominally in the hands of a receiver, is now operated by the Santa Fe system. In 1896 traffic on the line was abandoned for two months, and, owing to this fact, Judge Myers decided that J. G. Stone, a farmer, was entitled to possession and title to the right of way which was taken from him in the building of the line. Accordingly Judge Myers directed Sheriff Rothenberger to place Mr. Stone in possession of the land. The sheriff sent out a number of deputies and fenced in the roadbed. At the same time the Santa Fe officials were notified that the right of way was closed and the postmaster of Leavenworth was notified to send the mails by another route. When the Topeka train went out from Leavenworth Monday night a gang of thirty men went along to tear down the sheriff's fence. This they did, standing by until the train had passed, but the sheriff's men stood by and took the names of the men, who were arrested. Later at night the Santa Fe agent at Topeka swore out a warrant charging Farmer Stone with the criminal offense of obstructing United States mails. He is under arrest. All parties to the dispute declare that the matter will be fought to a finish. bbox=[468, 816, 687, 1152]
section-heading: CHICAGO COMMITTEE THANKED. bbox=[713, 1081, 898, 1093]
section-heading: THE KLONDYKE FEVER. bbox=[1197, 126, 1328, 136]
table-cell: Washington bbox=[116, 1102, 167, 1113]
article-paragraph: In the drawing of the regular and additional jury panels for the September term of the District Court for Fort Scott, Kan., the names of three prominent women were among the list of jurors. The women are Mrs. A. Kaufman, Mrs. A. M. Douglass and Mrs. M. E. Ross. The women own property and pay taxes and the names were drawn in the same manner as men are drawn. The State law provides that all taxpayers who are electors are eligible for jury service, and as women are electors in municipal elections they are so doubt eligible. Several prominent attorneys are of the opinion they will have to serve unless excused by the court. bbox=[468, 1202, 687, 1349]
article-paragraph: At Bonner, Tex., fire destroyed the planing mill and dry kiln, lumber yard, lumber store and a number of tenement houses belonging to W. T. Carter & Bro., and a number of cars and three small bridges belonging to the Kansas and Texas Railroad. Loss, $250,000. bbox=[696, 941, 915, 1004]
article-paragraph: Printed placards have been found posted on the walls of all the ministries at Constantinople, demanding a change in the system of government in the Turkish Empire, and threatening violence unless this is effected. The placards declare that otherwise blood will flow as during the Armenian massacres. The minister for war, Riza Pasha, has sent a circular to all the Turkish commanders directing them to watch their officers strictly. This step is attributed to the increasing discontent visible in Turkey against the present government. bbox=[11, 881, 230, 1007]
article-paragraph: The first blood shed during the present miners' strike was that of Jacob Mott, a drummer in the McDonald band. The trouble took place near the Plum Creek tipple, in Pennsylvania. The 1,000 strikers in the camp at Plum Creek left the camp at 3 a. m. and divided into two squads at Center, one body of the marchers going to Center school house and the others to the miners' houses. The Center squad was headed by the McDonald drum corps. Sheriff Lowry reached Center about 6 a. m. He drove from Turtle Creek by way of Monroeville and was met by Deputy Sheriff Richards and a number of deputies. The marchers were stopped and the sheriff read the injunction order made by the court. He then ordered the strikers to return to their camp. The men paid no attention to the order for a time, and Uriah Billingham attempted to lead the marchers past the sheriff and his deputies. The deputies closed up and moved forward, headed by the sheriff, and the opposing forces came together. No blows were struck and no weapons drawn, but there was a lively scuffle, during which a horn in the hands of one of the band was pushed into Joseph Mott's face and he was badly cut over the right eye. Blood flowed in a stream from the wound, and the sight of blood checked the pushing, struggling men. The sheriff again read the order of court and ordered the crowd to disperse and appear in court Saturday to make answer to the bill filed. The men again refused and John Brown was particularly pronounced in his opposition. He was arrested, and after considerable argument, during which he asserted his right to be on the public road, Uriah Billingham and the band again tried to force their way past the sheriff and his deputies. The deputies again closed up and moved forward. The deputies pushed ahead, crowding and pushing the strikers back, until both bodies were closely packed and it looked for a time as though serious trouble would follow. Sheriff Lowry again ordered them to disperse and threatened them with arrest if they did not instantly obey. After some hesitation the strikers moved back, turned and marched back to camp, closely followed by the sheriff and his deputies. bbox=[11, 339, 230, 831]
table-cell: 62 bbox=[90, 1192, 102, 1203]
article-paragraph: Warren S. Taylor, president of the Norwood, Mass., Cycle Club, has made a successful attempt to lower the 200-mile bicycle road record (paced) of 17 hours 28 minutes and 30 seconds, held by J. G. Graves of Springfield, the course being between Norwood and Taunton. Taylor's elapsed time was 15 hours 4 minutes, and his actual riding time 12 hours 30 minutes. bbox=[468, 1368, 687, 1452]
